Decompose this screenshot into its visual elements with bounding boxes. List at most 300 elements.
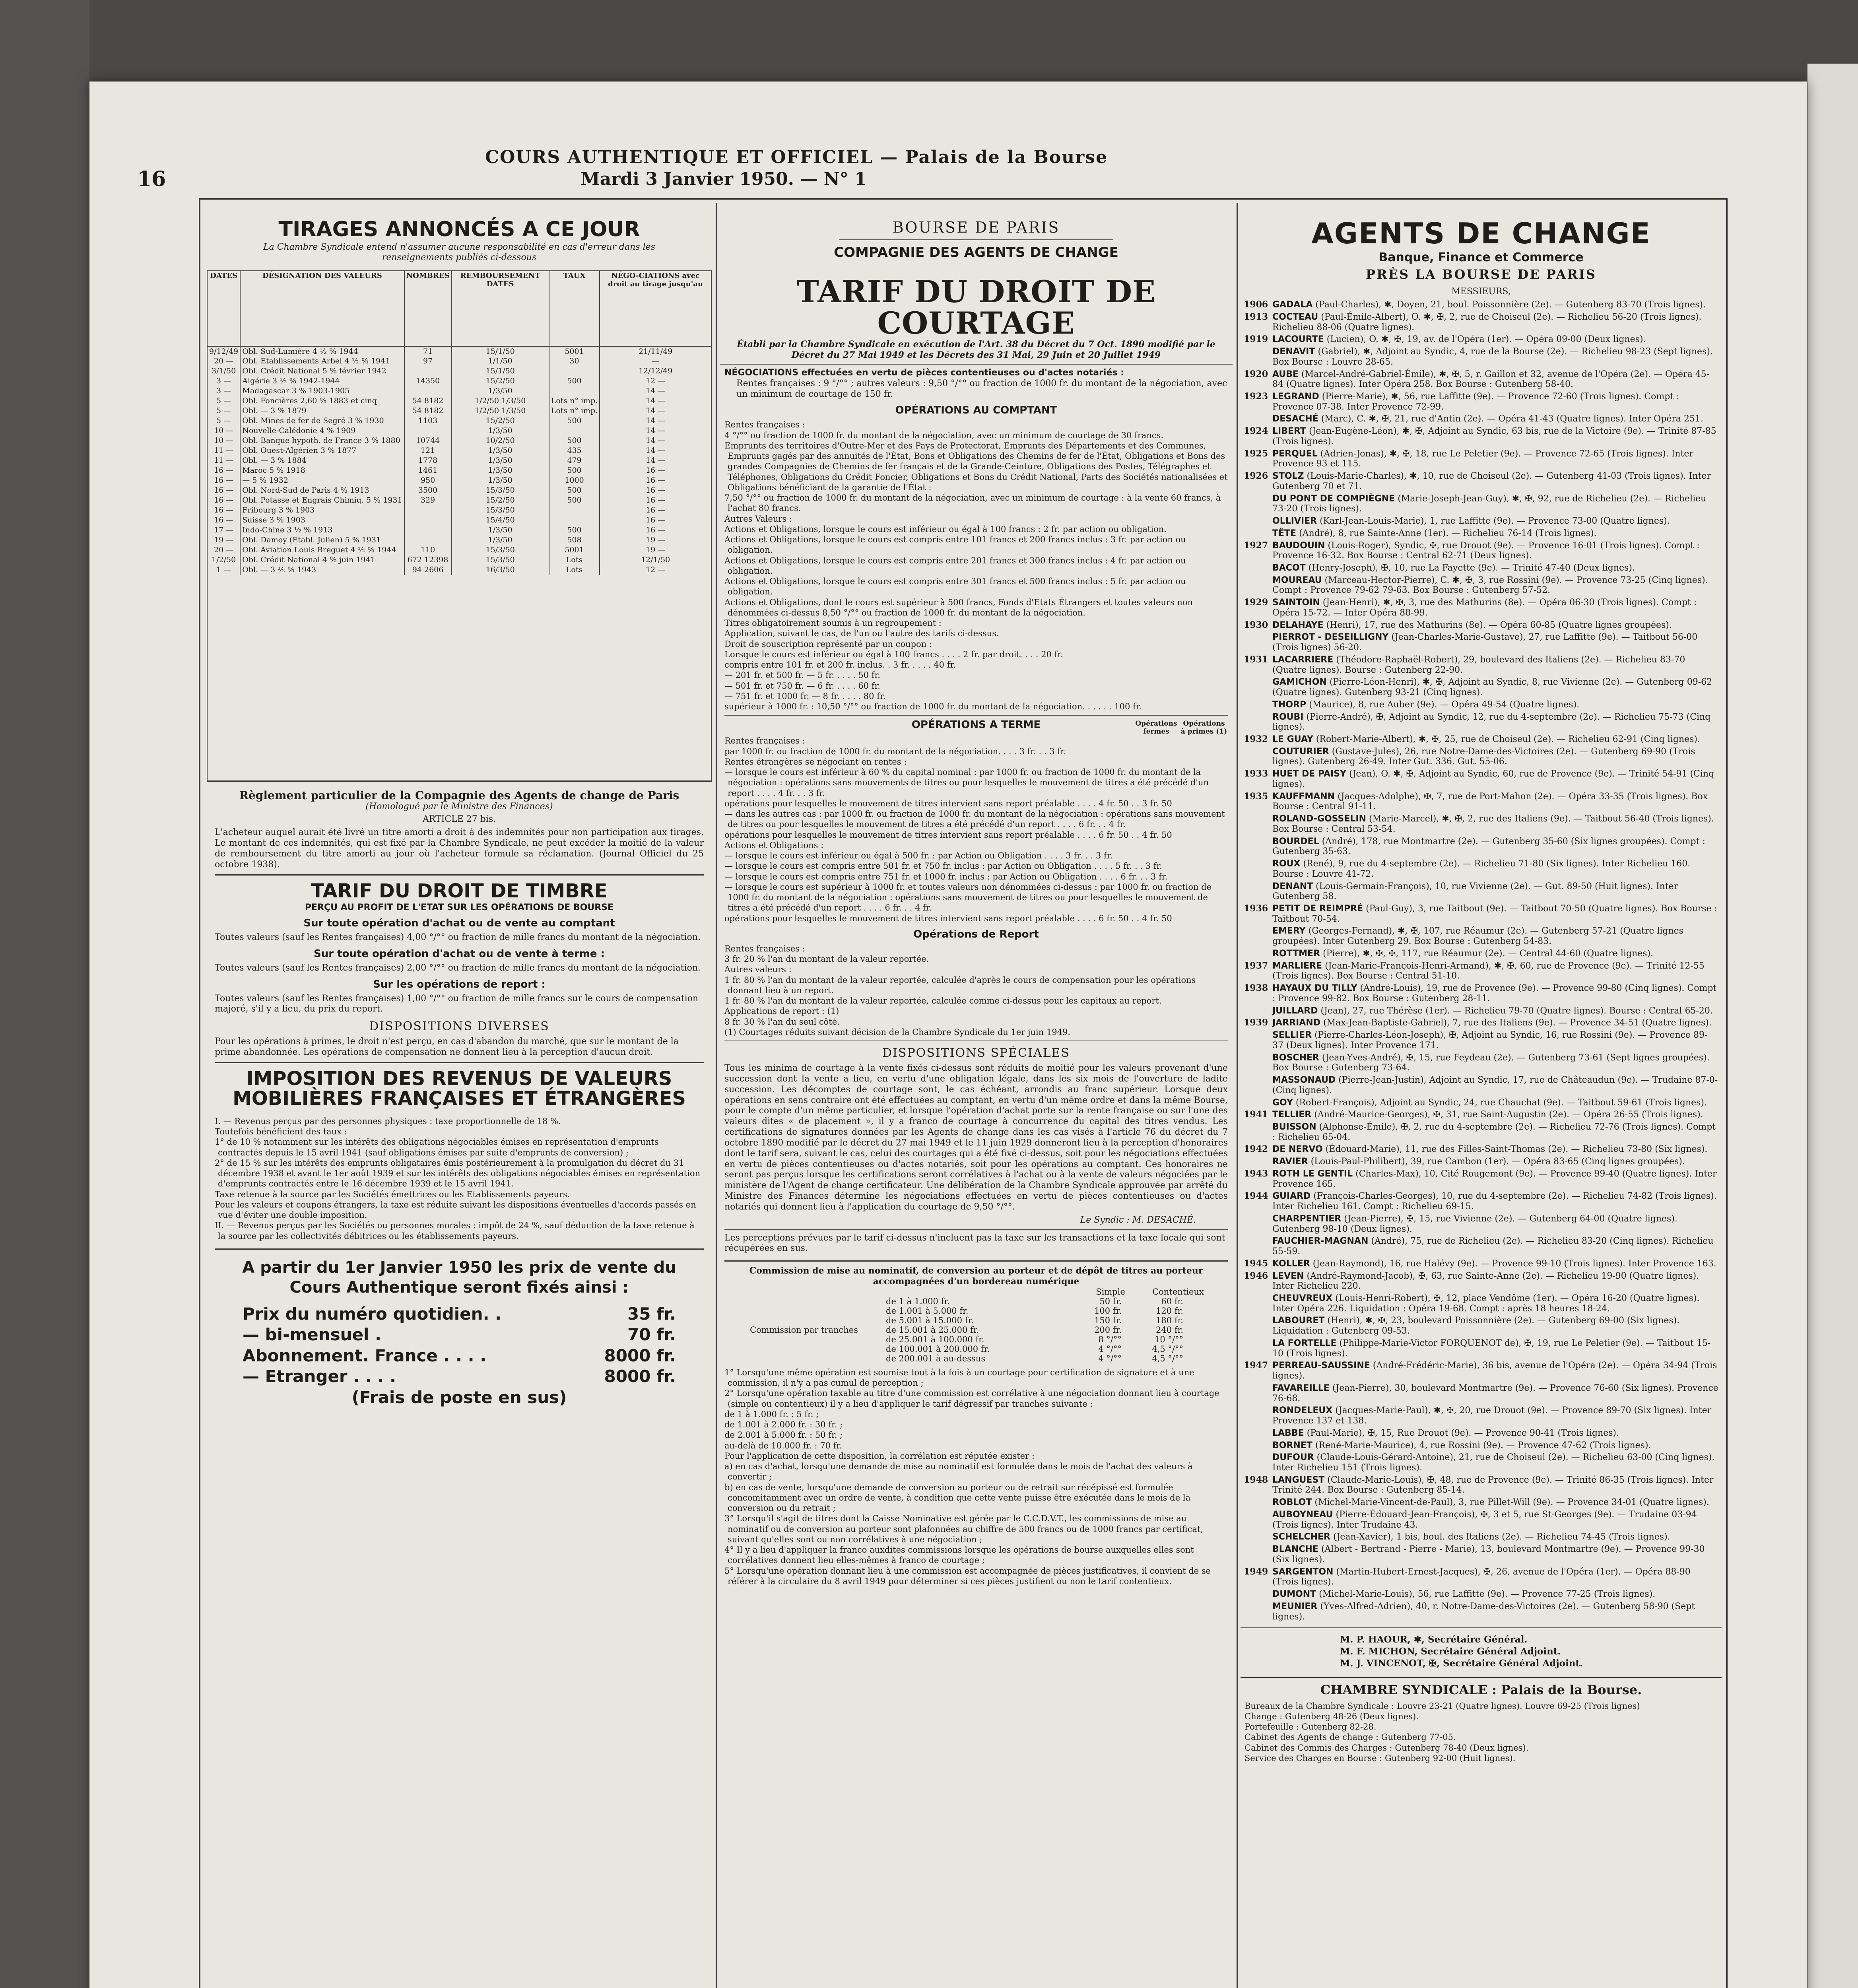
table-row bbox=[207, 436, 711, 446]
commission-title: Commission de mise au nominatif, de conversion au porteur et de dépôt de titres au porteur accompagnées d'un bordereau numérique bbox=[749, 1266, 1203, 1287]
dispositions-text: Pour les opérations à primes, le droit n'est perçu, en cas d'abandon du marché, que sur le montant de la prime abandonnée. Les opérations de compensation ne donnent lieu à la perception d'aucun droit. bbox=[215, 1037, 679, 1058]
table-row bbox=[207, 466, 711, 476]
agent-entry bbox=[1244, 1589, 1718, 1600]
table-cell: 1/3/50 bbox=[452, 386, 549, 396]
comptant-line: Application, suivant le cas, de l'un ou l'autre des tarifs ci-dessus. bbox=[724, 629, 999, 639]
chambre-line: Bureaux de la Chambre Syndicale : Louvre 23-21 (Quatre lignes). Louvre 69-25 (Trois lignes) bbox=[1244, 1701, 1640, 1711]
terme-line: par 1000 fr. ou fraction de 1000 fr. du montant de la négociation. . . . 3 fr. . . 3 fr. bbox=[724, 746, 1066, 756]
table-cell: 30 bbox=[549, 356, 600, 366]
agent-name: LEVEN bbox=[1272, 1271, 1304, 1281]
agent-entry bbox=[1244, 1236, 1718, 1256]
table-row bbox=[207, 376, 711, 386]
table-cell: 15/2/50 bbox=[452, 376, 549, 386]
prix-intro: A partir du 1er Janvier 1950 les prix de vente du Cours Authentique seront fixés ainsi : bbox=[242, 1258, 676, 1297]
commission-cell: 10 °/°° bbox=[1155, 1334, 1183, 1344]
table-cell: 15/1/50 bbox=[452, 366, 549, 376]
timbre-text-3: Toutes valeurs (sauf les Rentes françaises) 1,00 °/°° ou fraction de mille francs sur le cours de compensation majoré, s'il y a lieu, du prix du report. bbox=[215, 993, 699, 1014]
table-cell: 1461 bbox=[404, 466, 452, 476]
agent-year: 1944 bbox=[1244, 1191, 1268, 1202]
agent-details: (Édouard-Marie), 11, rue des Filles-Saint-Thomas (2e). — Richelieu 73-80 (Six lignes). bbox=[1325, 1144, 1708, 1155]
agent-name: KAUFFMANN bbox=[1272, 791, 1335, 802]
reglement-title: Règlement particulier de la Compagnie des Agents de change de Paris bbox=[239, 789, 680, 802]
agent-details: (Henri), ✱, ✠, 23, boulevard Poissonnière (2e). — Gutenberg 69-00 (Six lignes). Liquidation : Gutenberg 09-53. bbox=[1272, 1316, 1680, 1336]
table-cell: Lots bbox=[549, 555, 600, 565]
agent-year: 1932 bbox=[1244, 734, 1268, 744]
comptant-line: Emprunts des territoires d'Outre-Mer et des Pays de Protectorat, Emprunts des Départements et des Communes, Emprunts gagés par des annuités de l'État, Bons et Obligations des Chemins de fer de l'État, Obligations et Bons des grandes Compagnies de Chemins de fer français et de la Grande-Ceinture, Obligations des Postes, Télégraphes et Téléphones, Obligations du Crédit Foncier, Obligations et Bons du Crédit National, Parts des Sociétés nationalisées et Obligations bénéficiant de la garantie de l'État : bbox=[724, 441, 1228, 492]
agent-name: LANGUEST bbox=[1272, 1475, 1325, 1485]
commission-row bbox=[883, 1335, 1186, 1344]
table-cell: Fribourg 3 % 1903 bbox=[240, 505, 404, 515]
agent-name: LACARRIERE bbox=[1272, 654, 1334, 665]
table-cell bbox=[404, 515, 452, 525]
timbre-text-1: Toutes valeurs (sauf les Rentes françaises) 4,00 °/°° ou fraction de mille francs du montant de la négociation. bbox=[215, 932, 701, 942]
table-cell: Lots n° imp. bbox=[549, 396, 600, 406]
table-cell: 14 — bbox=[600, 406, 711, 416]
agent-details: (René), 9, rue du 4-septembre (2e). — Richelieu 71-80 (Six lignes). Inter Richelieu 160. Bourse : Louvre 41-72. bbox=[1272, 859, 1691, 879]
terme-line: — lorsque le cours est inférieur ou égal à 500 fr. : par Action ou Obligation . . . . 3 fr. . . 3 fr. bbox=[724, 851, 1113, 861]
agent-name: SARGENTON bbox=[1272, 1567, 1334, 1577]
chambre-title: CHAMBRE SYNDICALE : Palais de la Bourse. bbox=[1320, 1682, 1642, 1697]
table-cell bbox=[404, 535, 452, 545]
agent-details: (Charles-Max), 10, Cité Rougemont (9e). — Provence 99-40 (Quatre lignes). Inter Provence 165. bbox=[1272, 1169, 1717, 1189]
agent-details: (Max-Jean-Baptiste-Gabriel), 7, rue des Italiens (9e). — Provence 34-51 (Quatre lignes). bbox=[1323, 1018, 1712, 1028]
agent-year: 1949 bbox=[1244, 1566, 1268, 1577]
reglement-text: L'acheteur auquel aurait été livré un titre amorti a droit à des indemnités pour non participation aux tirages. Le montant de ces indemnités, qui est fixé par la Chambre Syndicale, ne peut excéder la moitié de la valeur de remboursement du titre amorti au jour où l'acheteur formule sa réclamation. (Journal Officiel du 25 octobre 1938). bbox=[215, 827, 704, 870]
table-header: DÉSIGNATION DES VALEURS bbox=[240, 271, 404, 346]
agent-details: (Jean-Eugène-Léon), ✱, ✠, Adjoint au Syndic, 63 bis, rue de la Victoire (9e). — Trinité 87-85 (Trois lignes). bbox=[1272, 426, 1716, 447]
commission-row bbox=[883, 1306, 1186, 1316]
agent-details: (Pierre-Marie), ✱, 56, rue Laffitte (9e). — Provence 72-60 (Trois lignes). Compt : Provence 07-38. Inter Provence 72-99. bbox=[1272, 391, 1679, 412]
terme-line: — lorsque le cours est inférieur à 60 % du capital nominal : par 1000 fr. ou fraction de 1000 fr. du montant de la négociation : opérations sans mouvements de titres ou pour lesquelles le mouvement de titres a été précédé d'un report . . . . 4 fr. . . 3 fr. bbox=[724, 767, 1209, 798]
table-cell: 14 — bbox=[600, 426, 711, 436]
table-row bbox=[207, 386, 711, 396]
agent-entry bbox=[1244, 904, 1718, 924]
chambre-line: Change : Gutenberg 48-26 (Deux lignes). bbox=[1244, 1711, 1419, 1721]
imposition-line: 1° de 10 % notamment sur les intérêts des obligations négociables émises en représentation d'emprunts contractés depuis le 15 avril 1941 (sauf obligations émises par suite d'emprunts de conversion) ; bbox=[215, 1137, 659, 1157]
table-cell: 479 bbox=[549, 456, 600, 466]
commission-cell: 240 fr. bbox=[1156, 1325, 1183, 1335]
table-cell: 435 bbox=[549, 446, 600, 456]
table-cell: 16 — bbox=[600, 515, 711, 525]
table-cell: 5 — bbox=[207, 416, 240, 426]
agent-name: OLLIVIER bbox=[1272, 516, 1317, 526]
terme-line: opérations pour lesquelles le mouvement de titres intervient sans report préalable . . . . 6 fr. 50 . . 4 fr. 50 bbox=[724, 913, 1172, 923]
tirages-caption: La Chambre Syndicale entend n'assumer aucune responsabilité en cas d'erreur dans les renseignements publiés ci-dessous bbox=[263, 242, 655, 263]
agent-name: DENANT bbox=[1272, 881, 1313, 891]
commission-cell: de 200.001 à au-dessus bbox=[886, 1353, 986, 1363]
prix-label: Prix du numéro quotidien. . bbox=[243, 1304, 502, 1324]
comptant-line: Actions et Obligations, lorsque le cours est inférieur ou égal à 100 francs : 2 fr. par action ou obligation. bbox=[724, 524, 1167, 534]
agent-entry bbox=[1244, 747, 1718, 767]
agent-entry bbox=[1244, 655, 1718, 675]
timbre-text-2: Toutes valeurs (sauf les Rentes françaises) 2,00 °/°° ou fraction de mille francs du montant de la négociation. bbox=[215, 963, 701, 973]
agent-name: KOLLER bbox=[1272, 1258, 1310, 1269]
table-cell: 1/2/50 1/3/50 bbox=[452, 396, 549, 406]
agent-name: BACOT bbox=[1272, 563, 1306, 573]
agent-details: (Marc), C. ✱, ✠, 21, rue d'Antin (2e). — Opéra 41-43 (Quatre lignes). Inter Opéra 251. bbox=[1321, 414, 1703, 424]
table-cell: 3 — bbox=[207, 386, 240, 396]
table-cell: Obl. Sud-Lumière 4 ½ % 1944 bbox=[240, 346, 404, 356]
agent-year: 1926 bbox=[1244, 471, 1268, 481]
compagnie-heading: COMPAGNIE DES AGENTS DE CHANGE bbox=[834, 245, 1118, 260]
agent-name: DELAHAYE bbox=[1272, 620, 1324, 630]
prix-row bbox=[243, 1366, 676, 1387]
tirages-table bbox=[207, 270, 712, 575]
table-cell: 1/3/50 bbox=[452, 466, 549, 476]
agent-details: (Marceau-Hector-Pierre), C. ✱, ✠, 3, rue Rossini (9e). — Provence 73-25 (Cinq lignes). Compt : Provence 79-62 79-63. Box Bourse : Gutenberg 57-52. bbox=[1272, 575, 1708, 596]
comptant-line: 4 °/°° ou fraction de 1000 fr. du montant de la négociation, avec un minimum de courtage de 30 francs. bbox=[724, 430, 1164, 440]
terme-line: — lorsque le cours est compris entre 751 fr. et 1000 fr. inclus : par Action ou Obligation . . . . 6 fr. . . 3 fr. bbox=[724, 872, 1168, 881]
table-cell: Obl. Damoy (Etabl. Julien) 5 % 1931 bbox=[240, 535, 404, 545]
agent-name: BUISSON bbox=[1272, 1122, 1316, 1132]
commission-cell: 100 fr. bbox=[1094, 1306, 1122, 1316]
table-cell bbox=[549, 426, 600, 436]
agent-name: PERQUEL bbox=[1272, 448, 1318, 459]
timbre-heading-1: Sur toute opération d'achat ou de vente au comptant bbox=[303, 917, 615, 929]
imposition-line: 2° de 15 % sur les intérêts des emprunts obligataires émis postérieurement à la promulgation du décret du 31 décembre 1938 et avant le 1er août 1939 et sur les intérêts des obligations négociables émises en représentation d'emprunts contractés entre le 16 décembre 1939 et le 15 avril 1941. bbox=[215, 1158, 701, 1189]
table-cell: 14350 bbox=[404, 376, 452, 386]
agent-name: DUMONT bbox=[1272, 1589, 1316, 1600]
table-cell bbox=[549, 366, 600, 376]
table-row bbox=[207, 505, 711, 515]
report-line: 8 fr. 30 % l'an du seul côté. bbox=[724, 1017, 840, 1027]
timbre-heading-3: Sur les opérations de report : bbox=[373, 978, 546, 990]
agent-entry bbox=[1244, 1030, 1718, 1050]
imposition-text bbox=[215, 1116, 704, 1241]
agent-entry bbox=[1244, 983, 1718, 1004]
terme-column-header: Opérations fermes bbox=[1135, 720, 1177, 736]
agent-year: 1913 bbox=[1244, 311, 1268, 322]
agents-list bbox=[1241, 300, 1722, 1622]
agent-entry bbox=[1244, 814, 1718, 834]
report-line: (1) Courtages réduits suivant décision de la Chambre Syndicale du 1er juin 1949. bbox=[724, 1027, 1071, 1037]
secretariat-list bbox=[1241, 1634, 1722, 1670]
table-cell: 15/3/50 bbox=[452, 505, 549, 515]
agent-name: EMERY bbox=[1272, 926, 1306, 936]
table-cell: — bbox=[600, 356, 711, 366]
table-cell bbox=[404, 525, 452, 535]
agent-details: (André), 75, rue de Richelieu (2e). — Richelieu 83-20 (Cinq lignes). Richelieu 55-59. bbox=[1272, 1236, 1714, 1257]
agent-entry bbox=[1244, 1532, 1718, 1542]
agent-year: 1942 bbox=[1244, 1144, 1268, 1155]
column-divider bbox=[1237, 203, 1238, 1988]
agent-details: (Henri), 17, rue des Mathurins (8e). — Opéra 60-85 (Quatre lignes groupées). bbox=[1326, 620, 1672, 630]
table-cell: 5 — bbox=[207, 406, 240, 416]
comptant-line: Actions et Obligations, lorsque le cours est compris entre 301 francs et 500 francs inclus : 5 fr. par action ou obligation. bbox=[724, 577, 1186, 597]
agent-entry bbox=[1244, 620, 1718, 631]
officer-line: M. J. VINCENOT, ✠, Secrétaire Général Adjoint. bbox=[1340, 1658, 1583, 1669]
perception-note: Les perceptions prévues par le tarif ci-dessus n'incluent pas la taxe sur les transactions et la taxe locale qui sont récupérées en sus. bbox=[724, 1233, 1225, 1254]
table-cell: 19 — bbox=[600, 545, 711, 555]
table-cell: 500 bbox=[549, 466, 600, 476]
agent-entry bbox=[1244, 1602, 1718, 1622]
agent-details: (Jean-Raymond), 16, rue Halévy (9e). — Provence 99-10 (Trois lignes). Inter Provence 163. bbox=[1312, 1258, 1716, 1269]
table-cell: 16 — bbox=[207, 466, 240, 476]
agent-details: (Alphonse-Émile), ✠, 2, rue du 4-septembre (2e). — Richelieu 72-76 (Trois lignes). Compt : Richelieu 65-04. bbox=[1272, 1122, 1716, 1142]
agent-name: JUILLARD bbox=[1272, 1006, 1318, 1016]
agent-details: (Jean-Marie-François-Henri-Armand), ✱, ✠, 60, rue de Provence (9e). — Trinité 12-55 (Trois lignes). Box Bourse : Central 51-10. bbox=[1272, 961, 1705, 981]
agent-year: 1906 bbox=[1244, 299, 1268, 310]
timbre-subtitle: PERÇU AU PROFIT DE L'ETAT SUR LES OPÉRATIONS DE BOURSE bbox=[305, 903, 614, 912]
prix-list bbox=[215, 1304, 704, 1387]
agent-name: LE GUAY bbox=[1272, 734, 1313, 744]
comptant-line: Actions et Obligations, lorsque le cours est compris entre 101 francs et 200 francs inclus : 3 fr. par action ou obligation. bbox=[724, 535, 1186, 555]
report-line: 3 fr. 20 % l'an du montant de la valeur reportée. bbox=[724, 954, 929, 964]
agent-details: (Jean-Yves-André), ✠, 15, rue Feydeau (2e). — Gutenberg 73-61 (Sept lignes groupées). Box Bourse : Gutenberg 73-64. bbox=[1272, 1052, 1710, 1073]
table-cell: Obl. — 3 ½ % 1943 bbox=[240, 565, 404, 575]
agent-details: (Pierre), ✱, ✠, ✠, 117, rue Réaumur (2e). — Central 44-60 (Quatre lignes). bbox=[1323, 948, 1654, 959]
agent-name: BOURDEL bbox=[1272, 836, 1319, 846]
table-cell: 11 — bbox=[207, 456, 240, 466]
table-header: NÉGO-CIATIONS avec droit au tirage jusqu'au bbox=[600, 271, 711, 346]
terme-line: opérations pour lesquelles le mouvement de titres intervient sans report préalable . . . . 4 fr. 50 . . 3 fr. 50 bbox=[724, 798, 1172, 808]
table-row bbox=[207, 396, 711, 406]
table-cell: 15/4/50 bbox=[452, 515, 549, 525]
agent-details: (René-Marie-Maurice), 4, rue Rossini (9e). — Provence 47-62 (Trois lignes). bbox=[1315, 1440, 1651, 1450]
report-line: Applications de report : (1) bbox=[724, 1006, 839, 1016]
commission-row bbox=[883, 1297, 1186, 1306]
table-row bbox=[207, 456, 711, 466]
agent-entry bbox=[1244, 1293, 1718, 1314]
comptant-line: Actions et Obligations, lorsque le cours est compris entre 201 francs et 300 francs inclus : 4 fr. par action ou obligation. bbox=[724, 555, 1186, 576]
agent-entry bbox=[1244, 1406, 1718, 1426]
table-cell: 11 — bbox=[207, 446, 240, 456]
agent-entry bbox=[1244, 769, 1718, 789]
agent-details: (Jean-Pierre), ✠, 15, rue Vivienne (2e). — Gutenberg 64-00 (Quatre lignes). Gutenberg 98-10 (Deux lignes). bbox=[1272, 1213, 1677, 1234]
table-cell: Obl. Banque hypoth. de France 3 % 1880 bbox=[240, 436, 404, 446]
commission-cell: 4,5 °/°° bbox=[1152, 1353, 1183, 1363]
table-cell: 12/12/49 bbox=[600, 366, 711, 376]
agent-name: CHEUVREUX bbox=[1272, 1293, 1333, 1303]
commission-column-header: Contentieux bbox=[1152, 1287, 1204, 1297]
table-cell: 1/3/50 bbox=[452, 426, 549, 436]
prix-label: — Etranger . . . . bbox=[243, 1367, 396, 1386]
agent-entry bbox=[1244, 312, 1718, 332]
table-cell: 3/1/50 bbox=[207, 366, 240, 376]
table-cell: 14 — bbox=[600, 446, 711, 456]
agent-entry bbox=[1244, 734, 1718, 745]
table-cell bbox=[549, 505, 600, 515]
agent-details: (Marie-Marcel), ✱, ✠, 2, rue des Italiens (9e). — Taitbout 56-40 (Trois lignes). Box Bourse : Central 53-54. bbox=[1272, 814, 1714, 834]
agent-name: DENAVIT bbox=[1272, 347, 1315, 357]
agent-year: 1930 bbox=[1244, 619, 1268, 630]
tirages-title: TIRAGES ANNONCÉS A CE JOUR bbox=[278, 217, 640, 241]
agent-details: (Jean), 27, rue Thérèse (1er). — Richelieu 79-70 (Quatre lignes). Bourse : Central 65-20. bbox=[1320, 1006, 1713, 1016]
agent-details: (Gustave-Jules), 26, rue Notre-Dame-des-Victoires (2e). — Gutenberg 69-90 (Trois lignes). Gutenberg 26-49. Inter Gut. 336. Gut. 55-06. bbox=[1272, 746, 1695, 767]
terme-line: Rentes françaises : bbox=[724, 736, 805, 746]
agents-messieurs: MESSIEURS, bbox=[1451, 287, 1511, 297]
table-cell bbox=[549, 515, 600, 525]
table-row bbox=[207, 426, 711, 436]
agents-title: AGENTS DE CHANGE bbox=[1311, 217, 1651, 250]
agent-entry bbox=[1244, 369, 1718, 390]
agent-details: (Georges-Fernand), ✱, ✠, 107, rue Réaumur (2e). — Gutenberg 57-21 (Quatre lignes groupées). Inter Gutenberg 29. Box Bourse : Gutenberg 54-83. bbox=[1272, 926, 1683, 947]
agent-entry bbox=[1244, 1497, 1718, 1508]
agent-entry bbox=[1244, 1441, 1718, 1451]
comptant-line: — 501 fr. et 750 fr. — 6 fr. . . . . 60 fr. bbox=[724, 681, 880, 691]
comptant-line: supérieur à 1000 fr. : 10,50 °/°° ou fraction de 1000 fr. du montant de la négociation. . . . . . 100 fr. bbox=[724, 702, 1142, 712]
agent-details: (André-Frédéric-Marie), 36 bis, avenue de l'Opéra (2e). — Opéra 34-94 (Trois lignes). bbox=[1272, 1361, 1717, 1381]
table-cell: 500 bbox=[549, 376, 600, 386]
commission-note: 1° Lorsqu'une même opération est soumise tout à la fois à un courtage pour certification de signature et à une commission, il n'y a pas cumul de perception ; bbox=[724, 1367, 1194, 1388]
prix-note: (Frais de poste en sus) bbox=[351, 1387, 567, 1407]
table-cell: 672 12398 bbox=[404, 555, 452, 565]
reglement-article: ARTICLE 27 bis. bbox=[422, 814, 496, 825]
agent-details: (Claude-Louis-Gérard-Antoine), 21, rue de Choiseul (2e). — Richelieu 63-00 (Cinq lignes). Inter Richelieu 151 (Trois lignes). bbox=[1272, 1452, 1715, 1473]
agent-name: MASSONAUD bbox=[1272, 1075, 1336, 1085]
table-cell: 21/11/49 bbox=[600, 346, 711, 356]
table-cell: 97 bbox=[404, 356, 452, 366]
agent-name: THORP bbox=[1272, 699, 1307, 710]
commission-note: 5° Lorsqu'une opération donnant lieu à une commission est accompagnée de pièces justificatives, il convient de se référer à la circulaire du 8 avril 1949 pour déterminer si ces pièces justifient ou non le tarif contentieux. bbox=[724, 1566, 1211, 1586]
commission-cell: de 15.001 à 25.000 fr. bbox=[886, 1325, 979, 1335]
table-cell: 500 bbox=[549, 485, 600, 495]
agent-year: 1936 bbox=[1244, 903, 1268, 914]
column-center bbox=[720, 207, 1233, 1988]
agent-entry bbox=[1244, 392, 1718, 412]
table-row bbox=[207, 356, 711, 366]
agent-name: TELLIER bbox=[1272, 1110, 1312, 1120]
terme-lines bbox=[724, 736, 1228, 924]
table-row bbox=[207, 406, 711, 416]
agent-details: (Paul-Charles), ✱, Doyen, 21, boul. Poissonnière (2e). — Gutenberg 83-70 (Trois lignes). bbox=[1315, 300, 1706, 310]
table-cell: 10 — bbox=[207, 436, 240, 446]
table-cell: 1/3/50 bbox=[452, 535, 549, 545]
agent-name: RAVIER bbox=[1272, 1157, 1308, 1167]
table-cell: 950 bbox=[404, 476, 452, 485]
agent-details: (André-Louis), 19, rue de Provence (9e). — Provence 99-80 (Cinq lignes). Compt : Provence 99-82. Box Bourse : Gutenberg 28-11. bbox=[1272, 983, 1717, 1004]
agent-details: (Louis-Germain-François), 10, rue Vivienne (2e). — Gut. 89-50 (Huit lignes). Inter Gutenberg 58. bbox=[1272, 881, 1678, 902]
table-cell: 508 bbox=[549, 535, 600, 545]
agent-year: 1929 bbox=[1244, 597, 1268, 608]
agent-details: (Paul-Marie), ✠, 15, Rue Drouot (9e). — Provence 90-41 (Trois lignes). bbox=[1307, 1428, 1619, 1438]
agent-entry bbox=[1244, 700, 1718, 710]
agent-name: PERREAU-SAUSSINE bbox=[1272, 1361, 1370, 1371]
table-row bbox=[207, 545, 711, 555]
terme-line: — lorsque le cours est compris entre 501 fr. et 750 fr. inclus : par Action ou Obligation . . . . 5 fr. . . 3 fr. bbox=[724, 861, 1162, 871]
agent-name: DU PONT DE COMPIÈGNE bbox=[1272, 493, 1395, 504]
agent-entry bbox=[1244, 426, 1718, 447]
agent-entry bbox=[1244, 1316, 1718, 1336]
table-cell bbox=[549, 386, 600, 396]
agent-details: (Henry-Joseph), ✠, 10, rue La Fayette (9e). — Trinité 47-40 (Deux lignes). bbox=[1308, 563, 1635, 573]
agent-entry bbox=[1244, 1214, 1718, 1234]
next-page-edge bbox=[1807, 64, 1858, 1988]
agent-entry bbox=[1244, 1475, 1718, 1495]
table-cell: 329 bbox=[404, 495, 452, 505]
table-cell: 500 bbox=[549, 525, 600, 535]
commission-column-headers bbox=[724, 1287, 1228, 1297]
table-row bbox=[207, 446, 711, 456]
table-cell: 20 — bbox=[207, 545, 240, 555]
chambre-line: Cabinet des Commis des Charges : Gutenberg 78-40 (Deux lignes). bbox=[1244, 1743, 1529, 1753]
table-cell: 500 bbox=[549, 436, 600, 446]
table-cell: 1/3/50 bbox=[452, 446, 549, 456]
table-cell: 16 — bbox=[600, 495, 711, 505]
table-row bbox=[207, 495, 711, 505]
agent-details: (Michel-Marie-Louis), 56, rue Laffitte (9e). — Provence 77-25 (Trois lignes). bbox=[1319, 1589, 1656, 1600]
commission-cell: 180 fr. bbox=[1156, 1315, 1183, 1325]
agent-entry bbox=[1244, 1510, 1718, 1530]
terme-line: — lorsque le cours est supérieur à 1000 fr. et toutes valeurs non dénommées ci-dessus : par 1000 fr. ou fraction de 1000 fr. du montant de la négociation : opérations sans mouvement de titres ou pour lesquelles le mouvement de titres a été précédé d'un report . . . . 6 fr. . . 4 fr. bbox=[724, 882, 1211, 913]
agent-name: MEUNIER bbox=[1272, 1601, 1318, 1611]
agent-details: (Paul-Guy), 3, rue Taitbout (9e). — Taitbout 70-50 (Quatre lignes). Box Bourse : Taitbout 70-54. bbox=[1272, 904, 1717, 924]
agent-entry bbox=[1244, 677, 1718, 697]
agent-details: (André), 8, rue Sainte-Anne (1er). — Richelieu 76-14 (Trois lignes). bbox=[1299, 528, 1597, 538]
commission-cell: de 1 à 1.000 fr. bbox=[886, 1296, 950, 1306]
table-row bbox=[207, 416, 711, 426]
column-right bbox=[1241, 207, 1722, 1988]
comptant-line: Droit de souscription représenté par un coupon : bbox=[724, 639, 932, 649]
commission-note: a) en cas d'achat, lorsqu'une demande de mise au nominatif est formulée dans le mois de l'achat des valeurs à convertir ; bbox=[724, 1462, 1193, 1482]
agent-details: (André-Maurice-Georges), ✠, 31, rue Saint-Augustin (2e). — Opéra 26-55 (Trois lignes). bbox=[1314, 1110, 1703, 1120]
table-cell: 1778 bbox=[404, 456, 452, 466]
agent-entry bbox=[1244, 563, 1718, 573]
agent-name: AUBOYNEAU bbox=[1272, 1509, 1333, 1520]
comptant-line: Autres Valeurs : bbox=[724, 514, 792, 524]
agent-name: ROUX bbox=[1272, 859, 1301, 869]
commission-note: de 1 à 1.000 fr. : 5 fr. ; bbox=[724, 1409, 819, 1419]
agent-details: (Jacques-Adolphe), ✠, 7, rue de Port-Mahon (2e). — Opéra 33-35 (Trois lignes). Box Bourse : Central 91-11. bbox=[1272, 791, 1708, 812]
agent-name: RONDELEUX bbox=[1272, 1406, 1333, 1416]
agent-name: LEGRAND bbox=[1272, 391, 1319, 402]
agent-name: BORNET bbox=[1272, 1440, 1312, 1450]
agent-name: ROTH LE GENTIL bbox=[1272, 1169, 1353, 1179]
prix-row bbox=[243, 1345, 676, 1367]
table-cell: Algérie 3 ½ % 1942-1944 bbox=[240, 376, 404, 386]
table-cell: Nouvelle-Calédonie 4 % 1909 bbox=[240, 426, 404, 436]
agent-name: ROBLOT bbox=[1272, 1497, 1312, 1508]
terme-title: OPÉRATIONS A TERME bbox=[911, 719, 1041, 731]
agent-year: 1945 bbox=[1244, 1258, 1268, 1269]
agent-details: (Albert - Bertrand - Pierre - Marie), 13, boulevard Montmartre (9e). — Provence 99-30 (Six lignes). bbox=[1272, 1544, 1705, 1565]
table-cell: 500 bbox=[549, 495, 600, 505]
commission-cell: 200 fr. bbox=[1094, 1325, 1122, 1335]
agent-entry bbox=[1244, 541, 1718, 561]
table-cell: 1/3/50 bbox=[452, 476, 549, 485]
table-cell: 1103 bbox=[404, 416, 452, 426]
agent-name: HUET DE PAISY bbox=[1272, 769, 1347, 779]
table-cell: Obl. Aviation Louis Breguet 4 ½ % 1944 bbox=[240, 545, 404, 555]
agent-entry bbox=[1244, 1053, 1718, 1073]
commission-table bbox=[883, 1297, 1186, 1363]
agent-year: 1935 bbox=[1244, 791, 1268, 802]
agent-details: (Pierre-Jean-Justin), Adjoint au Syndic, 17, rue de Châteaudun (9e). — Trudaine 87-0- (Cinq lignes). bbox=[1272, 1075, 1718, 1095]
agent-name: GOY bbox=[1272, 1097, 1293, 1108]
agent-entry bbox=[1244, 516, 1718, 526]
comptant-title: OPÉRATIONS AU COMPTANT bbox=[895, 404, 1057, 417]
terme-line: opérations pour lesquelles le mouvement de titres intervient sans report préalable . . . . 6 fr. 50 . . 4 fr. 50 bbox=[724, 830, 1172, 840]
agent-name: SAINTOIN bbox=[1272, 598, 1320, 608]
agent-details: (Adrien-Jonas), ✱, ✠, 18, rue Le Peletier (9e). — Provence 72-65 (Trois lignes). Inter Provence 93 et 115. bbox=[1272, 448, 1693, 469]
chambre-lines bbox=[1241, 1701, 1722, 1764]
table-cell: 5 — bbox=[207, 396, 240, 406]
agent-entry bbox=[1244, 471, 1718, 491]
table-header: NOMBRES bbox=[404, 271, 452, 346]
officer-line: M. F. MICHON, Secrétaire Général Adjoint. bbox=[1340, 1646, 1561, 1657]
report-line: 1 fr. 80 % l'an du montant de la valeur reportée, calculée d'après le cours de compensation pour les opérations donnant lieu à un report. bbox=[724, 975, 1196, 995]
agent-entry bbox=[1244, 1169, 1718, 1189]
comptant-lines bbox=[724, 419, 1228, 712]
agent-entry bbox=[1244, 1122, 1718, 1142]
commission-cell: 150 fr. bbox=[1094, 1315, 1122, 1325]
reglement-subtitle: (Homologué par le Ministre des Finances) bbox=[365, 801, 553, 812]
table-cell: 3 — bbox=[207, 376, 240, 386]
commission-cell: de 1.001 à 5.000 fr. bbox=[886, 1306, 969, 1316]
agent-name: JARRIAND bbox=[1272, 1018, 1320, 1028]
table-cell: 10 — bbox=[207, 426, 240, 436]
table-cell: Obl. — 3 % 1884 bbox=[240, 456, 404, 466]
